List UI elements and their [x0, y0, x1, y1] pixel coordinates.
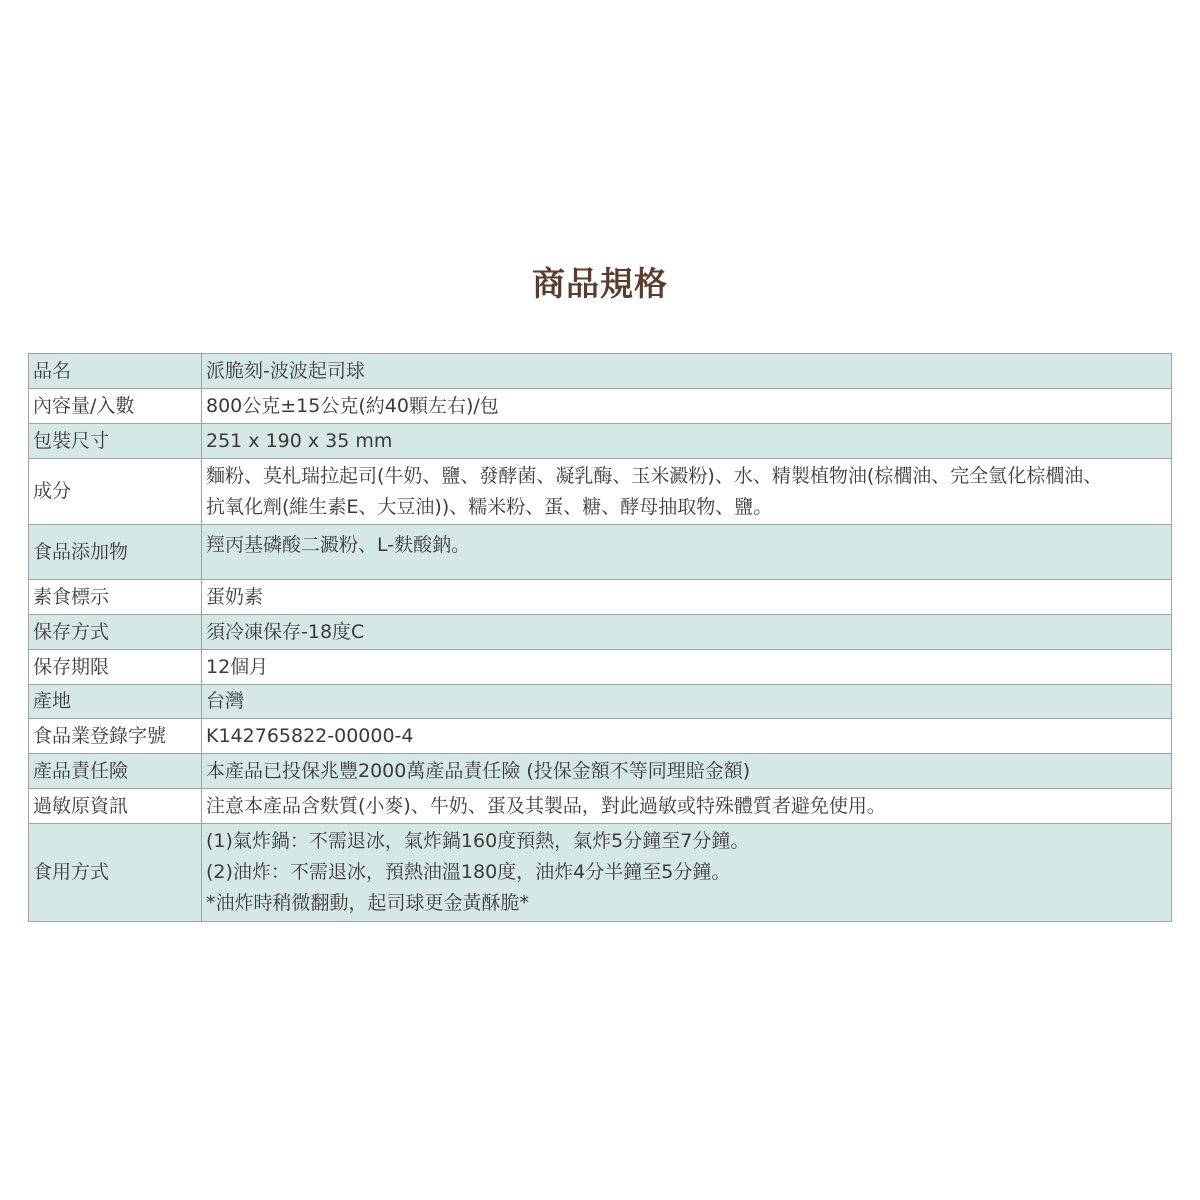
spec-value-line: 派脆刻-波波起司球 [206, 359, 365, 382]
spec-value [202, 424, 1172, 459]
spec-row-additives [29, 525, 1172, 580]
spec-label: 品名 [29, 354, 202, 389]
spec-row-ingredients [29, 459, 1172, 525]
spec-row-vegetarian [29, 580, 1172, 615]
spec-label: 食用方式 [29, 824, 202, 922]
spec-value-line: 抗氧化劑(維生素E、大豆油))、糯米粉、蛋、糖、酵母抽取物、鹽。 [206, 495, 773, 518]
spec-value [202, 685, 1172, 719]
spec-row-package-size [29, 424, 1172, 459]
spec-value-line: K142765822-00000-4 [206, 724, 414, 747]
spec-value-line: 本產品已投保兆豐2000萬產品責任險 (投保金額不等同理賠金額) [206, 759, 751, 782]
page-title: 商品規格 [532, 264, 668, 303]
spec-value [202, 789, 1172, 824]
spec-value-line: 台灣 [206, 690, 245, 712]
spec-value-line: 注意本產品含麩質(小麥)、牛奶、蛋及其製品，對此過敏或特殊體質者避免使用。 [206, 794, 886, 817]
spec-label: 素食標示 [29, 580, 202, 615]
spec-label: 成分 [29, 459, 202, 525]
spec-value-line: 251 x 190 x 35 mm [206, 429, 393, 452]
spec-value [202, 459, 1172, 525]
spec-value-line: 麵粉、莫札瑞拉起司(牛奶、鹽、發酵菌、凝乳酶、玉米澱粉)、水、精製植物油(棕櫚油、完全氫化棕櫚油、 [206, 464, 1103, 487]
spec-value [202, 525, 1172, 580]
spec-value-line: 羥丙基磷酸二澱粉、L-麩酸鈉。 [206, 534, 471, 556]
spec-value [202, 824, 1172, 922]
spec-table [28, 353, 1172, 922]
spec-label: 保存方式 [29, 615, 202, 650]
spec-label: 產地 [29, 685, 202, 719]
spec-value-line: *油炸時稍微翻動，起司球更金黃酥脆* [206, 892, 530, 914]
spec-value [202, 615, 1172, 650]
spec-row-product-name [29, 354, 1172, 389]
spec-row-content-quantity [29, 389, 1172, 424]
spec-value-line: (2)油炸：不需退冰，預熱油溫180度，油炸4分半鐘至5分鐘。 [206, 861, 731, 883]
spec-row-storage-method [29, 615, 1172, 650]
spec-row-allergen-info [29, 789, 1172, 824]
spec-label: 食品添加物 [29, 525, 202, 580]
spec-value-line: 800公克±15公克(約40顆左右)/包 [206, 394, 499, 417]
spec-value-line: 蛋奶素 [206, 585, 264, 608]
spec-label: 產品責任險 [29, 754, 202, 789]
spec-label: 包裝尺寸 [29, 424, 202, 459]
spec-value-line: (1)氣炸鍋：不需退冰，氣炸鍋160度預熱，氣炸5分鐘至7分鐘。 [206, 830, 750, 852]
spec-row-shelf-life [29, 650, 1172, 685]
spec-value [202, 719, 1172, 754]
spec-value [202, 354, 1172, 389]
spec-row-registration-number [29, 719, 1172, 754]
spec-value [202, 754, 1172, 789]
spec-value [202, 580, 1172, 615]
spec-value [202, 650, 1172, 685]
spec-label: 內容量/入數 [29, 389, 202, 424]
spec-label: 食品業登錄字號 [29, 719, 202, 754]
spec-label: 保存期限 [29, 650, 202, 685]
spec-row-origin [29, 685, 1172, 719]
spec-row-cooking-method [29, 824, 1172, 922]
spec-label: 過敏原資訊 [29, 789, 202, 824]
spec-value-line: 須冷凍保存-18度C [206, 620, 365, 643]
spec-value-line: 12個月 [206, 655, 269, 678]
spec-value [202, 389, 1172, 424]
spec-row-liability-insurance [29, 754, 1172, 789]
